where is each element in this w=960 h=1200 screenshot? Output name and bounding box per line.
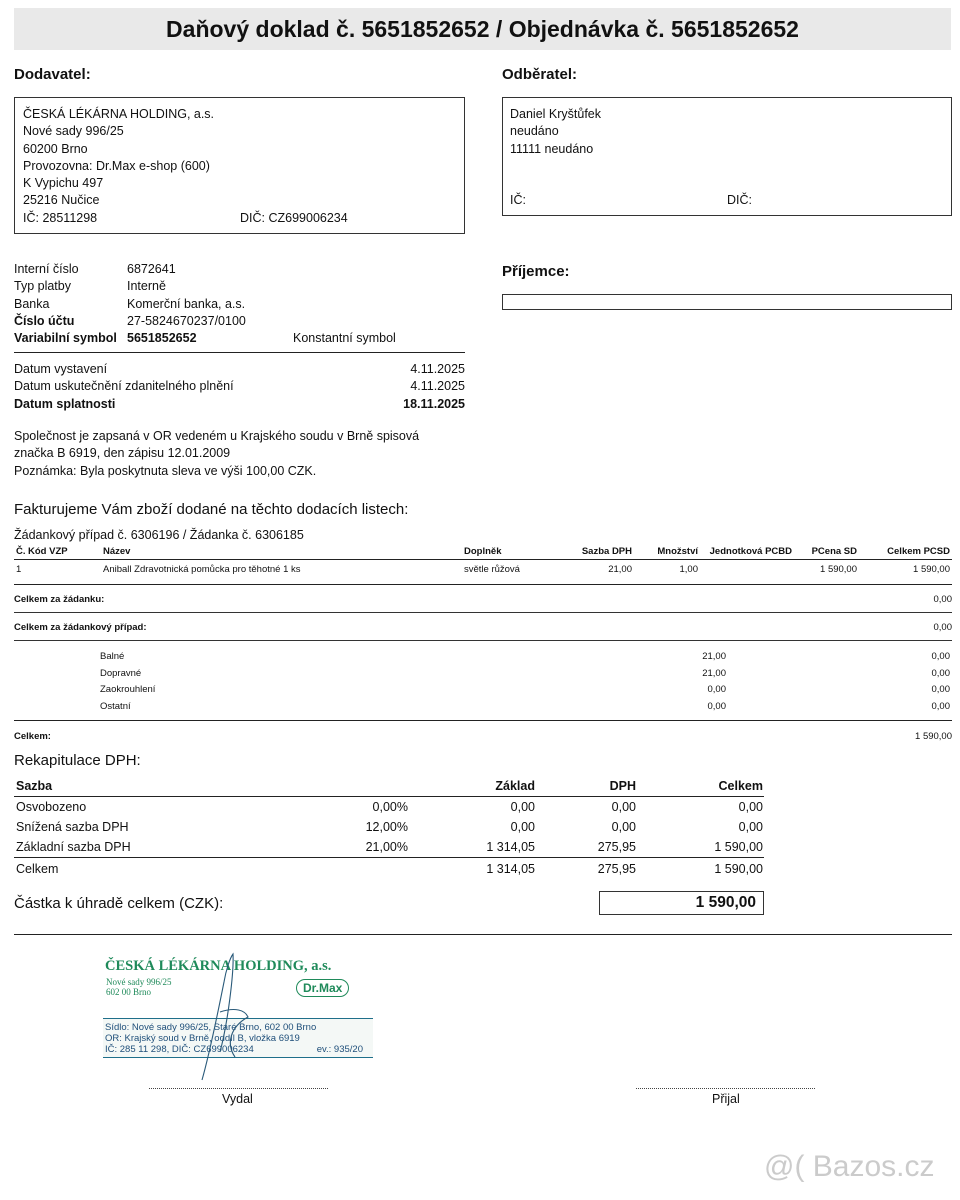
constant-symbol-label: Konstantní symbol (293, 331, 396, 346)
document-title: Daňový doklad č. 5651852652 / Objednávka č. 5651852652 (14, 8, 951, 50)
issued-signature-line (149, 1088, 328, 1089)
vat-total-vat: 275,95 (597, 862, 636, 876)
amount-due-label: Částka k úhradě celkem (CZK): (14, 895, 224, 912)
vat-row-name: Základní sazba DPH (16, 840, 131, 854)
amount-due-value: 1 590,00 (599, 891, 764, 915)
extra-rate: 0,00 (707, 684, 726, 695)
grand-total-value: 1 590,00 (915, 731, 952, 742)
vat-col-rate: Sazba (16, 779, 53, 793)
list-item (14, 668, 952, 685)
grand-total-label: Celkem: (14, 731, 51, 742)
vat-row-total: 0,00 (738, 820, 763, 834)
supplier-line: Nové sady 996/25 (23, 124, 124, 139)
due-date-label: Datum splatnosti (14, 396, 116, 411)
internal-number-value: 6872641 (127, 262, 176, 276)
stamp-line: Sídlo: Nové sady 996/25, Staré Brno, 602 00 Brno (105, 1022, 317, 1033)
extra-label: Ostatní (100, 700, 131, 712)
sum-request-value: 0,00 (933, 594, 952, 605)
col-unit-price: Jednotková PCBD (709, 546, 792, 557)
table-row (14, 817, 764, 837)
extra-label: Balné (100, 651, 125, 662)
extras-list (14, 651, 952, 717)
vat-header-row (14, 779, 764, 797)
vat-row-rate: 0,00% (372, 800, 408, 814)
received-signature-line (636, 1088, 815, 1089)
sum-case-label: Celkem za žádankový případ: (14, 622, 147, 633)
sum-request-label: Celkem za žádanku: (14, 594, 105, 605)
divider (14, 640, 952, 641)
vat-row-base: 0,00 (510, 800, 535, 814)
received-label: Přijal (712, 1092, 740, 1106)
bank-label: Banka (14, 296, 50, 311)
variable-symbol-value: 5651852652 (127, 331, 197, 346)
extra-rate: 0,00 (707, 700, 726, 712)
recipient-heading: Příjemce: (502, 263, 570, 280)
table-row (14, 564, 952, 578)
payment-type-value: Interně (127, 279, 166, 294)
vat-row-rate: 21,00% (365, 840, 408, 854)
variable-symbol-label: Variabilní symbol (14, 331, 117, 346)
extra-rate: 21,00 (702, 651, 726, 662)
vat-row-name: Snížená sazba DPH (16, 820, 129, 834)
bank-value: Komerční banka, a.s. (127, 296, 246, 311)
watermark: @( Bazos.cz (764, 1150, 935, 1183)
vat-col-base: Základ (495, 779, 535, 793)
divider (14, 352, 465, 353)
vat-row-name: Osvobozeno (16, 800, 87, 814)
invoice-intro: Fakturujeme Vám zboží dodané na těchto dodacích listech: (14, 501, 409, 518)
col-extra: Doplněk (464, 546, 502, 557)
item-name: Aniball Zdravotnická pomůcka pro těhotné 1 ks (103, 564, 301, 575)
supplier-line: 25216 Nučice (23, 193, 100, 208)
note-line: Společnost je zapsaná v OR vedeném u Krajského soudu v Brně spisová (14, 429, 420, 443)
table-row (14, 797, 764, 817)
vat-row-vat: 0,00 (611, 820, 636, 834)
payment-type-label: Typ platby (14, 279, 71, 294)
col-total: Celkem PCSD (887, 546, 950, 557)
supplier-dic: DIČ: CZ699006234 (240, 210, 348, 225)
recipient-box (502, 294, 952, 310)
col-price-sd: PCena SD (811, 546, 857, 557)
supplier-line: K Vypichu 497 (23, 176, 104, 191)
extra-label: Zaokrouhlení (100, 684, 156, 695)
vat-total-total: 1 590,00 (714, 862, 763, 876)
issue-date-value: 4.11.2025 (410, 362, 465, 376)
list-item (14, 701, 952, 718)
list-item (14, 651, 952, 668)
items-header (14, 546, 952, 560)
vat-col-total: Celkem (718, 779, 763, 793)
vat-row-vat: 0,00 (611, 800, 636, 814)
item-quantity: 1,00 (679, 564, 698, 575)
vat-row-total: 0,00 (738, 800, 763, 814)
vat-recap-heading: Rekapitulace DPH: (14, 752, 141, 769)
supplier-box (14, 97, 465, 234)
extra-value: 0,00 (931, 667, 950, 679)
customer-line: neudáno (510, 124, 559, 139)
col-vzp-code: Kód VZP (28, 546, 68, 557)
divider (14, 934, 952, 935)
dates-block (14, 361, 465, 413)
drmax-logo: Dr.Max (296, 979, 349, 997)
supplier-line: Provozovna: Dr.Max e-shop (600) (23, 158, 210, 173)
supplier-line: ČESKÁ LÉKÁRNA HOLDING, a.s. (23, 107, 215, 121)
vat-col-vat: DPH (609, 779, 636, 793)
customer-line: Daniel Kryštůfek (510, 107, 602, 121)
customer-heading: Odběratel: (502, 66, 578, 83)
item-total: 1 590,00 (913, 564, 950, 575)
supplier-line: 60200 Brno (23, 141, 88, 156)
sum-case-value: 0,00 (933, 622, 952, 633)
vat-total-name: Celkem (16, 862, 59, 876)
vat-row-rate: 12,00% (365, 820, 408, 834)
stamp-line: IČ: 285 11 298, DIČ: CZ699006234 (105, 1044, 254, 1055)
company-stamp (100, 952, 380, 1082)
extra-rate: 21,00 (702, 667, 726, 679)
account-value: 27-5824670237/0100 (127, 313, 246, 328)
extra-value: 0,00 (931, 651, 950, 662)
notes-block (14, 428, 474, 480)
stamp-address: Nové sady 996/25 (106, 977, 172, 987)
supplier-heading: Dodavatel: (14, 66, 91, 83)
table-row (14, 837, 764, 858)
item-no: 1 (16, 564, 22, 575)
supplier-ic: IČ: 28511298 (23, 210, 98, 225)
vat-total-base: 1 314,05 (486, 862, 535, 876)
signature-scribble (190, 952, 270, 1082)
supplier-lines (23, 106, 453, 227)
request-reference: Žádankový případ č. 6306196 / Žádanka č. 6306185 (14, 528, 304, 542)
due-date-value: 18.11.2025 (403, 396, 465, 411)
note-line: značka B 6919, den zápisu 12.01.2009 (14, 446, 231, 461)
customer-ic: IČ: (510, 193, 526, 207)
list-item (14, 684, 952, 701)
divider (14, 584, 952, 585)
note-line: Poznámka: Byla poskytnuta sleva ve výši 100,00 CZK. (14, 463, 317, 478)
vat-recap-table (14, 779, 764, 880)
payment-info (14, 261, 465, 347)
extra-value: 0,00 (931, 700, 950, 712)
vat-row-total: 1 590,00 (714, 840, 763, 854)
extra-value: 0,00 (931, 684, 950, 695)
vat-total-row (14, 858, 764, 880)
customer-dic: DIČ: (727, 193, 752, 207)
item-vat-rate: 21,00 (608, 564, 632, 575)
customer-box (502, 97, 952, 216)
taxable-date-label: Datum uskutečnění zdanitelného plnění (14, 379, 234, 394)
internal-number-label: Interní číslo (14, 262, 79, 276)
vat-row-base: 0,00 (510, 820, 535, 834)
issue-date-label: Datum vystavení (14, 362, 108, 376)
vat-row-base: 1 314,05 (486, 840, 535, 854)
account-label: Číslo účtu (14, 313, 75, 328)
col-quantity: Množství (657, 546, 698, 557)
col-name: Název (103, 546, 131, 557)
customer-line: 11111 neudáno (510, 141, 594, 156)
vat-row-vat: 275,95 (597, 840, 636, 854)
stamp-company: ČESKÁ LÉKÁRNA HOLDING, a.s. (105, 958, 332, 974)
divider (14, 720, 952, 721)
item-extra: světle růžová (464, 564, 520, 575)
col-vat-rate: Sazba DPH (581, 546, 632, 557)
item-price-sd: 1 590,00 (820, 564, 857, 575)
stamp-address: 602 00 Brno (106, 987, 151, 997)
issued-label: Vydal (222, 1092, 253, 1106)
stamp-line: OR: Krajský soud v Brně, oddíl B, vložka 6919 (105, 1033, 300, 1044)
extra-label: Dopravné (100, 667, 142, 679)
divider (14, 559, 952, 560)
stamp-line: ev.: 935/20 (316, 1044, 363, 1055)
taxable-date-value: 4.11.2025 (410, 379, 465, 394)
divider (14, 612, 952, 613)
col-no: Č. (16, 546, 26, 557)
